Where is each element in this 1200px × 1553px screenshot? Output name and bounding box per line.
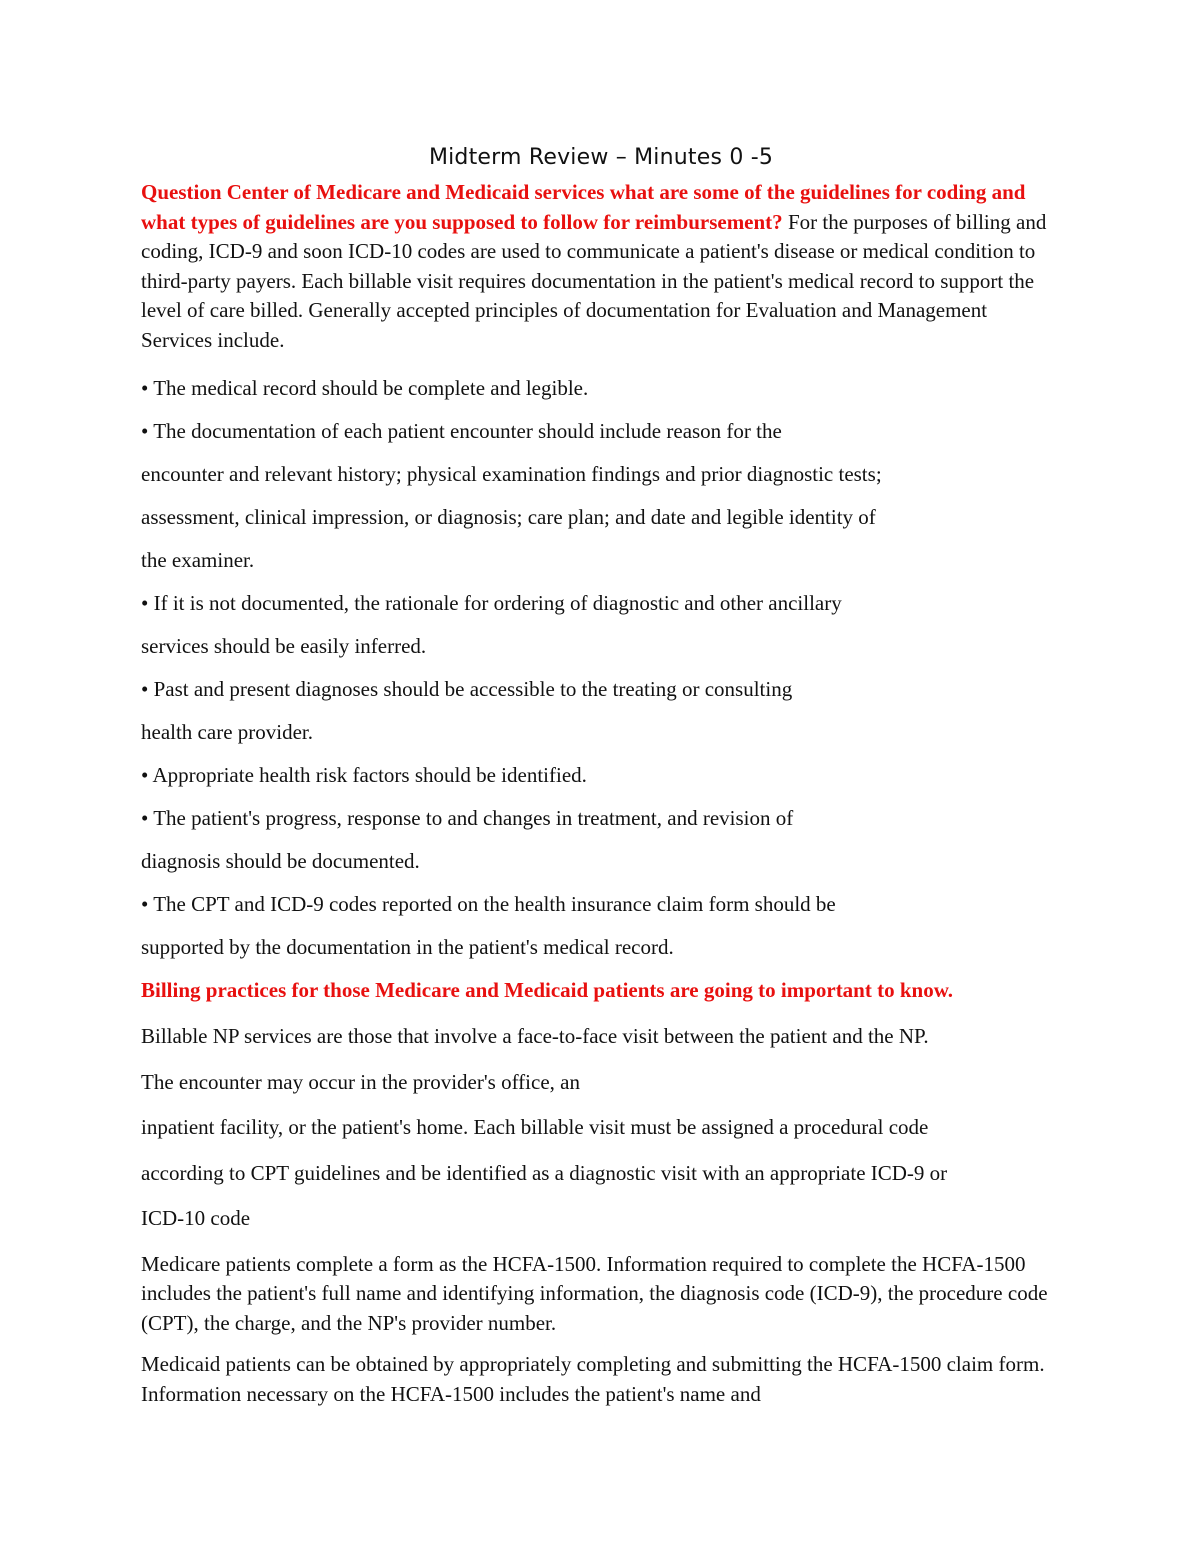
list-item: • The CPT and ICD-9 codes reported on the health insurance claim form should be [141, 892, 836, 916]
list-item: • The documentation of each patient encounter should include reason for the [141, 419, 782, 443]
intro-paragraph [141, 178, 1061, 355]
list-item-continuation: services should be easily inferred. [141, 634, 427, 658]
billing-line: according to CPT guidelines and be identified as a diagnostic visit with an appropriate ICD-9 or [141, 1160, 948, 1185]
list-item-continuation: assessment, clinical impression, or diagnosis; care plan; and date and legible identity of [141, 505, 876, 529]
list-item-continuation: diagnosis should be documented. [141, 849, 420, 873]
guideline-list [141, 367, 1061, 969]
billing-section [141, 1014, 1061, 1242]
document-body [141, 142, 1061, 1421]
list-item-continuation: supported by the documentation in the patient's medical record. [141, 935, 674, 959]
medicaid-paragraph: Medicaid patients can be obtained by appropriately completing and submitting the HCFA-1500 claim form. Information necessary on the HCFA-1500 includes the patient's name and [141, 1352, 1045, 1406]
list-item-continuation: health care provider. [141, 720, 313, 744]
billing-heading: Billing practices for those Medicare and Medicaid patients are going to important to know. [141, 978, 953, 1002]
list-item: • The patient's progress, response to and changes in treatment, and revision of [141, 806, 794, 830]
list-item: • Appropriate health risk factors should be identified. [141, 763, 587, 787]
list-item-continuation: the examiner. [141, 548, 255, 572]
billing-line: The encounter may occur in the provider's office, an [141, 1069, 580, 1094]
list-item: • If it is not documented, the rationale for ordering of diagnostic and other ancillary [141, 591, 842, 615]
list-item-continuation: encounter and relevant history; physical examination findings and prior diagnostic tests; [141, 462, 882, 486]
list-item: • Past and present diagnoses should be accessible to the treating or consulting [141, 677, 793, 701]
medicare-paragraph: Medicare patients complete a form as the HCFA-1500. Information required to complete the HCFA-1500 includes the patient's full name and identifying information, the diagnosis code (ICD-9), the procedure code (CPT), the charge, and the NP's provider number. [141, 1251, 1048, 1335]
question-text: Question Center of Medicare and Medicaid services what are some of the guidelines for coding and what types of guidelines are you supposed to follow for reimbursement? [141, 180, 1026, 234]
billing-line: Billable NP services are those that involve a face-to-face visit between the patient and the NP. [141, 1024, 929, 1048]
document-title: Midterm Review – Minutes 0 -5 [428, 145, 774, 170]
billing-line: inpatient facility, or the patient's home. Each billable visit must be assigned a procedural code [141, 1115, 929, 1139]
billing-line: ICD-10 code [141, 1206, 251, 1230]
list-item: • The medical record should be complete and legible. [141, 376, 589, 400]
answer-text: For the purposes of billing and coding, ICD-9 and soon ICD-10 codes are used to communicate a patient's disease or medical condition to third-party payers. Each billable visit requires documentation in the patient's medical record to support the level of care billed. Generally accepted principles of documentation for Evaluation and Management Services include. [141, 209, 1047, 352]
